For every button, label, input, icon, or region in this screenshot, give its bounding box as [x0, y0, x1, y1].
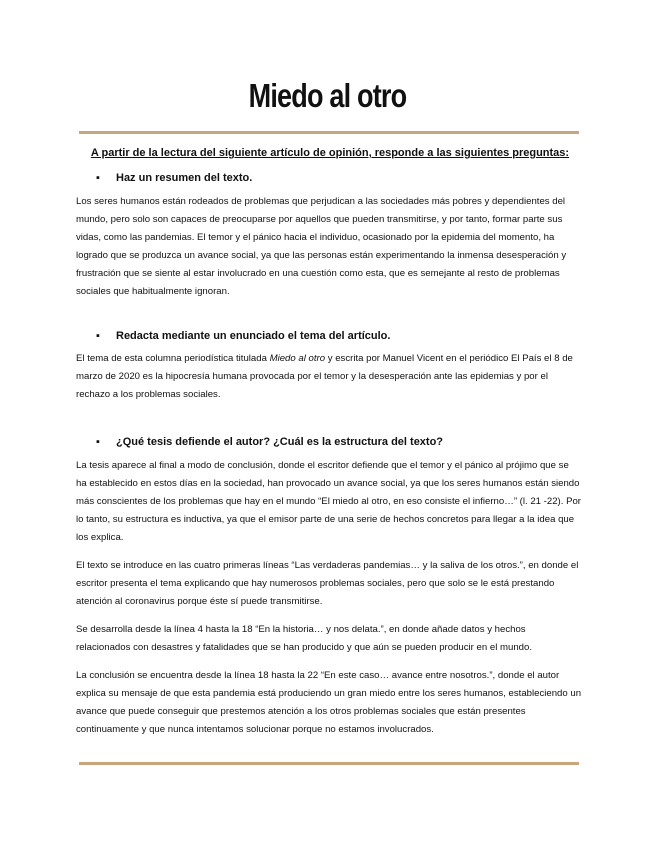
bullet-icon: ▪ — [96, 330, 100, 342]
bullet-icon: ▪ — [96, 436, 100, 448]
bullet-icon: ▪ — [96, 172, 100, 184]
question-2-heading — [96, 328, 390, 344]
question-3-heading — [96, 434, 443, 450]
question-3-answer-thesis: La tesis aparece al final a modo de conclusión, donde el escritor defiende que el temor y el pánico al prójimo que se ha establecido en estos días en la sociedad, han provocado un avance social, ya que los seres humanos están siendo más conscientes de los problemas que hay en el mundo “El miedo al otro, en eso consiste el infierno…” (l. 21 -22). Por lo tanto, su estructura es inductiva, ya que el emisor parte de una serie de hechos concretos para llegar a la idea que los explica. — [76, 460, 581, 543]
question-3-text: ¿Qué tesis defiende el autor? ¿Cuál es la estructura del texto? — [116, 436, 444, 448]
page-title: Miedo al otro — [248, 77, 407, 114]
question-3-answer-conclusion: La conclusión se encuentra desde la línea 18 hasta la 22 “En este caso… avance entre nosotros.”, donde el autor explica su mensaje de que esta pandemia está produciendo un gran miedo entre los seres humanos, estableciendo un avance que puede conseguir que prestemos atención a los otros problemas sociales que están presentes continuamente y que nunca intentamos solucionar porque no estamos involucrados. — [76, 670, 582, 735]
question-3-answer-development: Se desarrolla desde la línea 4 hasta la 18 “En la historia… y nos delata.”, en donde añade datos y hechos relacionados con desastres y fatalidades que se han producido y que aún se pueden producir en el mundo. — [76, 624, 533, 653]
answer-2-after: y escrita por Manuel Vicent en el periódico El País el 8 de marzo de 2020 es la hipocresía humana provocada por el temor y la desesperación ante las epidemias y por el rechazo a los problemas sociales. — [76, 353, 573, 400]
question-1-text: Haz un resumen del texto. — [116, 172, 253, 184]
bottom-divider — [79, 762, 579, 765]
article-title-italic: Miedo al otro — [269, 353, 326, 364]
question-3-answer-introduction: El texto se introduce en las cuatro primeras líneas “Las verdaderas pandemias… y la saliva de los otros.”, en donde el escritor presenta el tema explicando que hay numerosos problemas sociales, pero que solo se le está prestando atención al coronavirus porque éste sí puede transmitirse. — [76, 560, 579, 607]
instruction-text: A partir de la lectura del siguiente artículo de opinión, responde a las siguientes preguntas: — [90, 147, 570, 159]
top-divider — [79, 131, 579, 134]
question-1-answer: Los seres humanos están rodeados de problemas que perjudican a las sociedades más pobres y dependientes del mundo, pero solo son capaces de preocuparse por aquellos que pueden transmitirse, y por tanto, formar parte sus vidas, como las pandemias. El temor y el pánico hacia el individuo, ocasionado por la epidemia del momento, ha logrado que se produzca un avance social, ya que las personas están experimentando la inmensa desesperación y frustración que se siente al estar involucrado en una cuestión como esta, que es semejante al resto de problemas sociales que habitualmente ignoran. — [76, 196, 567, 297]
question-1-heading — [96, 170, 252, 186]
question-2-text: Redacta mediante un enunciado el tema del artículo. — [116, 330, 391, 342]
question-2-answer — [76, 350, 582, 404]
answer-2-before: El tema de esta columna periodística titulada — [76, 353, 270, 364]
